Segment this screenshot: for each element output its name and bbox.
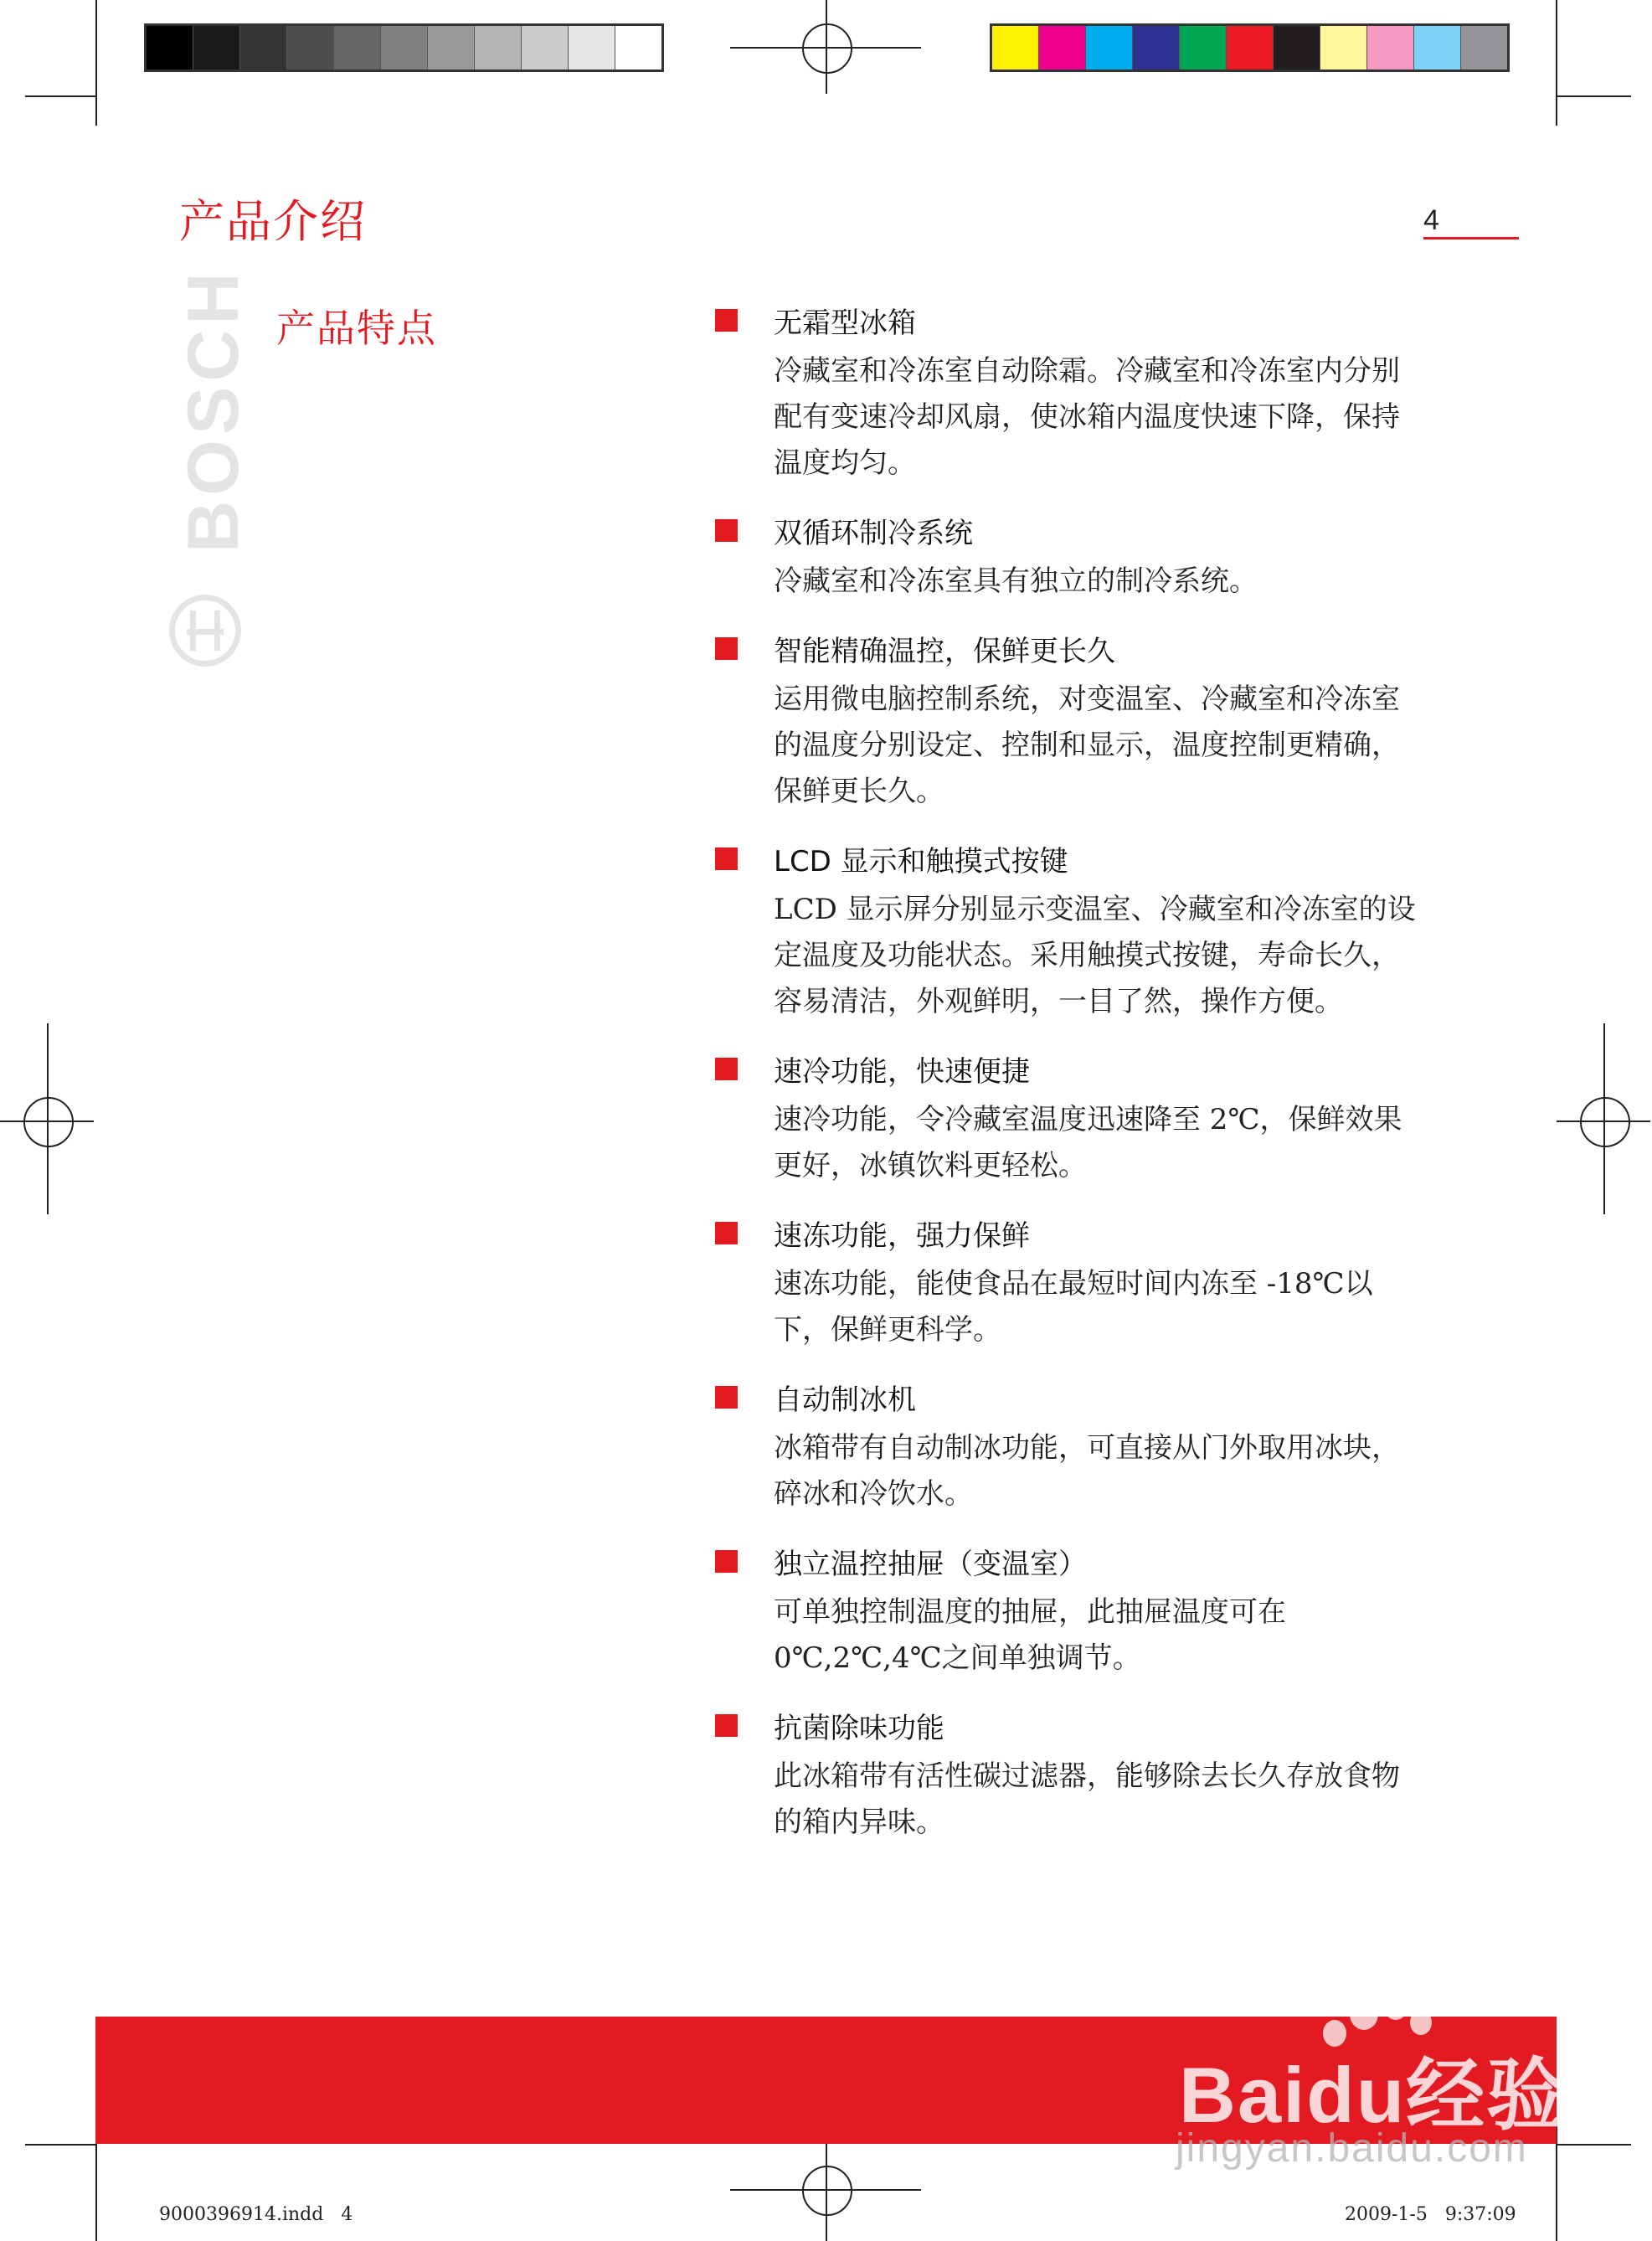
color-swatch <box>615 26 661 70</box>
square-bullet-icon <box>715 1386 738 1409</box>
crop-mark <box>25 95 95 97</box>
gray-color-bar <box>144 23 664 72</box>
color-swatch <box>1179 26 1226 70</box>
watermark-url: jingyan.baidu.com <box>1176 2126 1528 2171</box>
color-swatch <box>1226 26 1273 70</box>
feature-description: 冰箱带有自动制冰功能，可直接从门外取用冰块，碎冰和冷饮水。 <box>774 1431 1400 1511</box>
feature-title: 无霜型冰箱 <box>774 306 916 340</box>
brand-name-vertical: BOSCH <box>173 267 254 553</box>
feature-description: 冷藏室和冷冻室自动除霜。冷藏室和冷冻室内分别配有变速冷却风扇，使冰箱内温度快速下降，保持温度均匀。 <box>774 354 1400 480</box>
feature-item <box>717 1375 1420 1517</box>
feature-description: 速冷功能，令冷藏室温度迅速降至 2℃，保鲜效果更好，冰镇饮料更轻松。 <box>774 1103 1402 1182</box>
feature-item <box>717 508 1420 605</box>
feature-item <box>717 837 1420 1025</box>
bosch-armature-icon <box>169 595 241 667</box>
feature-title: 速冻功能，强力保鲜 <box>774 1218 1030 1253</box>
page-title: 产品介绍 <box>179 195 367 248</box>
color-swatch <box>568 26 615 70</box>
crop-mark <box>25 2144 95 2146</box>
color-swatch <box>147 26 193 70</box>
feature-title: 双循环制冷系统 <box>774 516 973 550</box>
feature-description: 可单独控制温度的抽屉，此抽屉温度可在 0℃,2℃,4℃之间单独调节。 <box>774 1595 1286 1675</box>
color-swatch <box>1273 26 1320 70</box>
color-swatch <box>1413 26 1460 70</box>
color-swatch <box>380 26 427 70</box>
slug-timestamp: 2009-1-5 9:37:09 <box>1345 2204 1516 2225</box>
feature-item <box>717 298 1420 487</box>
feature-item <box>717 1703 1420 1846</box>
feature-item <box>717 1211 1420 1353</box>
feature-title: LCD 显示和触摸式按键 <box>774 844 1068 878</box>
color-swatch <box>1085 26 1132 70</box>
square-bullet-icon <box>715 1058 738 1080</box>
square-bullet-icon <box>715 847 738 870</box>
color-swatch <box>239 26 286 70</box>
slug-file: 9000396914.indd 4 <box>159 2204 353 2225</box>
color-swatch <box>286 26 333 70</box>
color-swatch <box>992 26 1038 70</box>
square-bullet-icon <box>715 1714 738 1737</box>
page-number-rule <box>1423 237 1519 240</box>
color-swatch <box>1132 26 1179 70</box>
feature-item <box>717 626 1420 815</box>
color-swatch <box>333 26 380 70</box>
feature-description: 此冰箱带有活性碳过滤器，能够除去长久存放食物的箱内异味。 <box>774 1759 1400 1839</box>
color-swatch <box>1460 26 1507 70</box>
section-title: 产品特点 <box>276 306 437 351</box>
process-color-bar <box>990 23 1510 72</box>
feature-title: 抗菌除味功能 <box>774 1711 944 1745</box>
feature-list <box>717 298 1420 1868</box>
color-swatch <box>521 26 568 70</box>
feature-description: 速冻功能，能使食品在最短时间内冻至 -18℃以下，保鲜更科学。 <box>774 1267 1373 1347</box>
crop-mark <box>1556 0 1557 126</box>
page-number: 4 <box>1423 204 1439 236</box>
color-swatch <box>1366 26 1413 70</box>
feature-title: 自动制冰机 <box>774 1383 916 1417</box>
watermark-logo: Baidu经验 <box>1179 2051 1567 2139</box>
square-bullet-icon <box>715 1222 738 1244</box>
feature-title: 速冷功能，快速便捷 <box>774 1054 1030 1089</box>
color-swatch <box>474 26 521 70</box>
feature-title: 独立温控抽屉（变温室） <box>774 1547 1087 1581</box>
feature-title: 智能精确温控，保鲜更长久 <box>774 634 1115 668</box>
color-swatch <box>1320 26 1366 70</box>
square-bullet-icon <box>715 519 738 542</box>
square-bullet-icon <box>715 309 738 332</box>
feature-description: LCD 显示屏分别显示变温室、冷藏室和冷冻室的设定温度及功能状态。采用触摸式按键，寿命长久，容易清洁，外观鲜明，一目了然，操作方便。 <box>774 893 1416 1018</box>
feature-item <box>717 1539 1420 1682</box>
feature-description: 冷藏室和冷冻室具有独立的制冷系统。 <box>774 564 1258 598</box>
crop-mark <box>1556 2144 1631 2146</box>
crop-mark <box>1556 95 1631 97</box>
color-swatch <box>193 26 239 70</box>
feature-item <box>717 1047 1420 1189</box>
color-swatch <box>427 26 474 70</box>
color-swatch <box>1038 26 1085 70</box>
crop-mark <box>95 0 97 126</box>
square-bullet-icon <box>715 637 738 660</box>
square-bullet-icon <box>715 1550 738 1573</box>
feature-description: 运用微电脑控制系统，对变温室、冷藏室和冷冻室的温度分别设定、控制和显示，温度控制更精确，保鲜更长久。 <box>774 683 1400 808</box>
